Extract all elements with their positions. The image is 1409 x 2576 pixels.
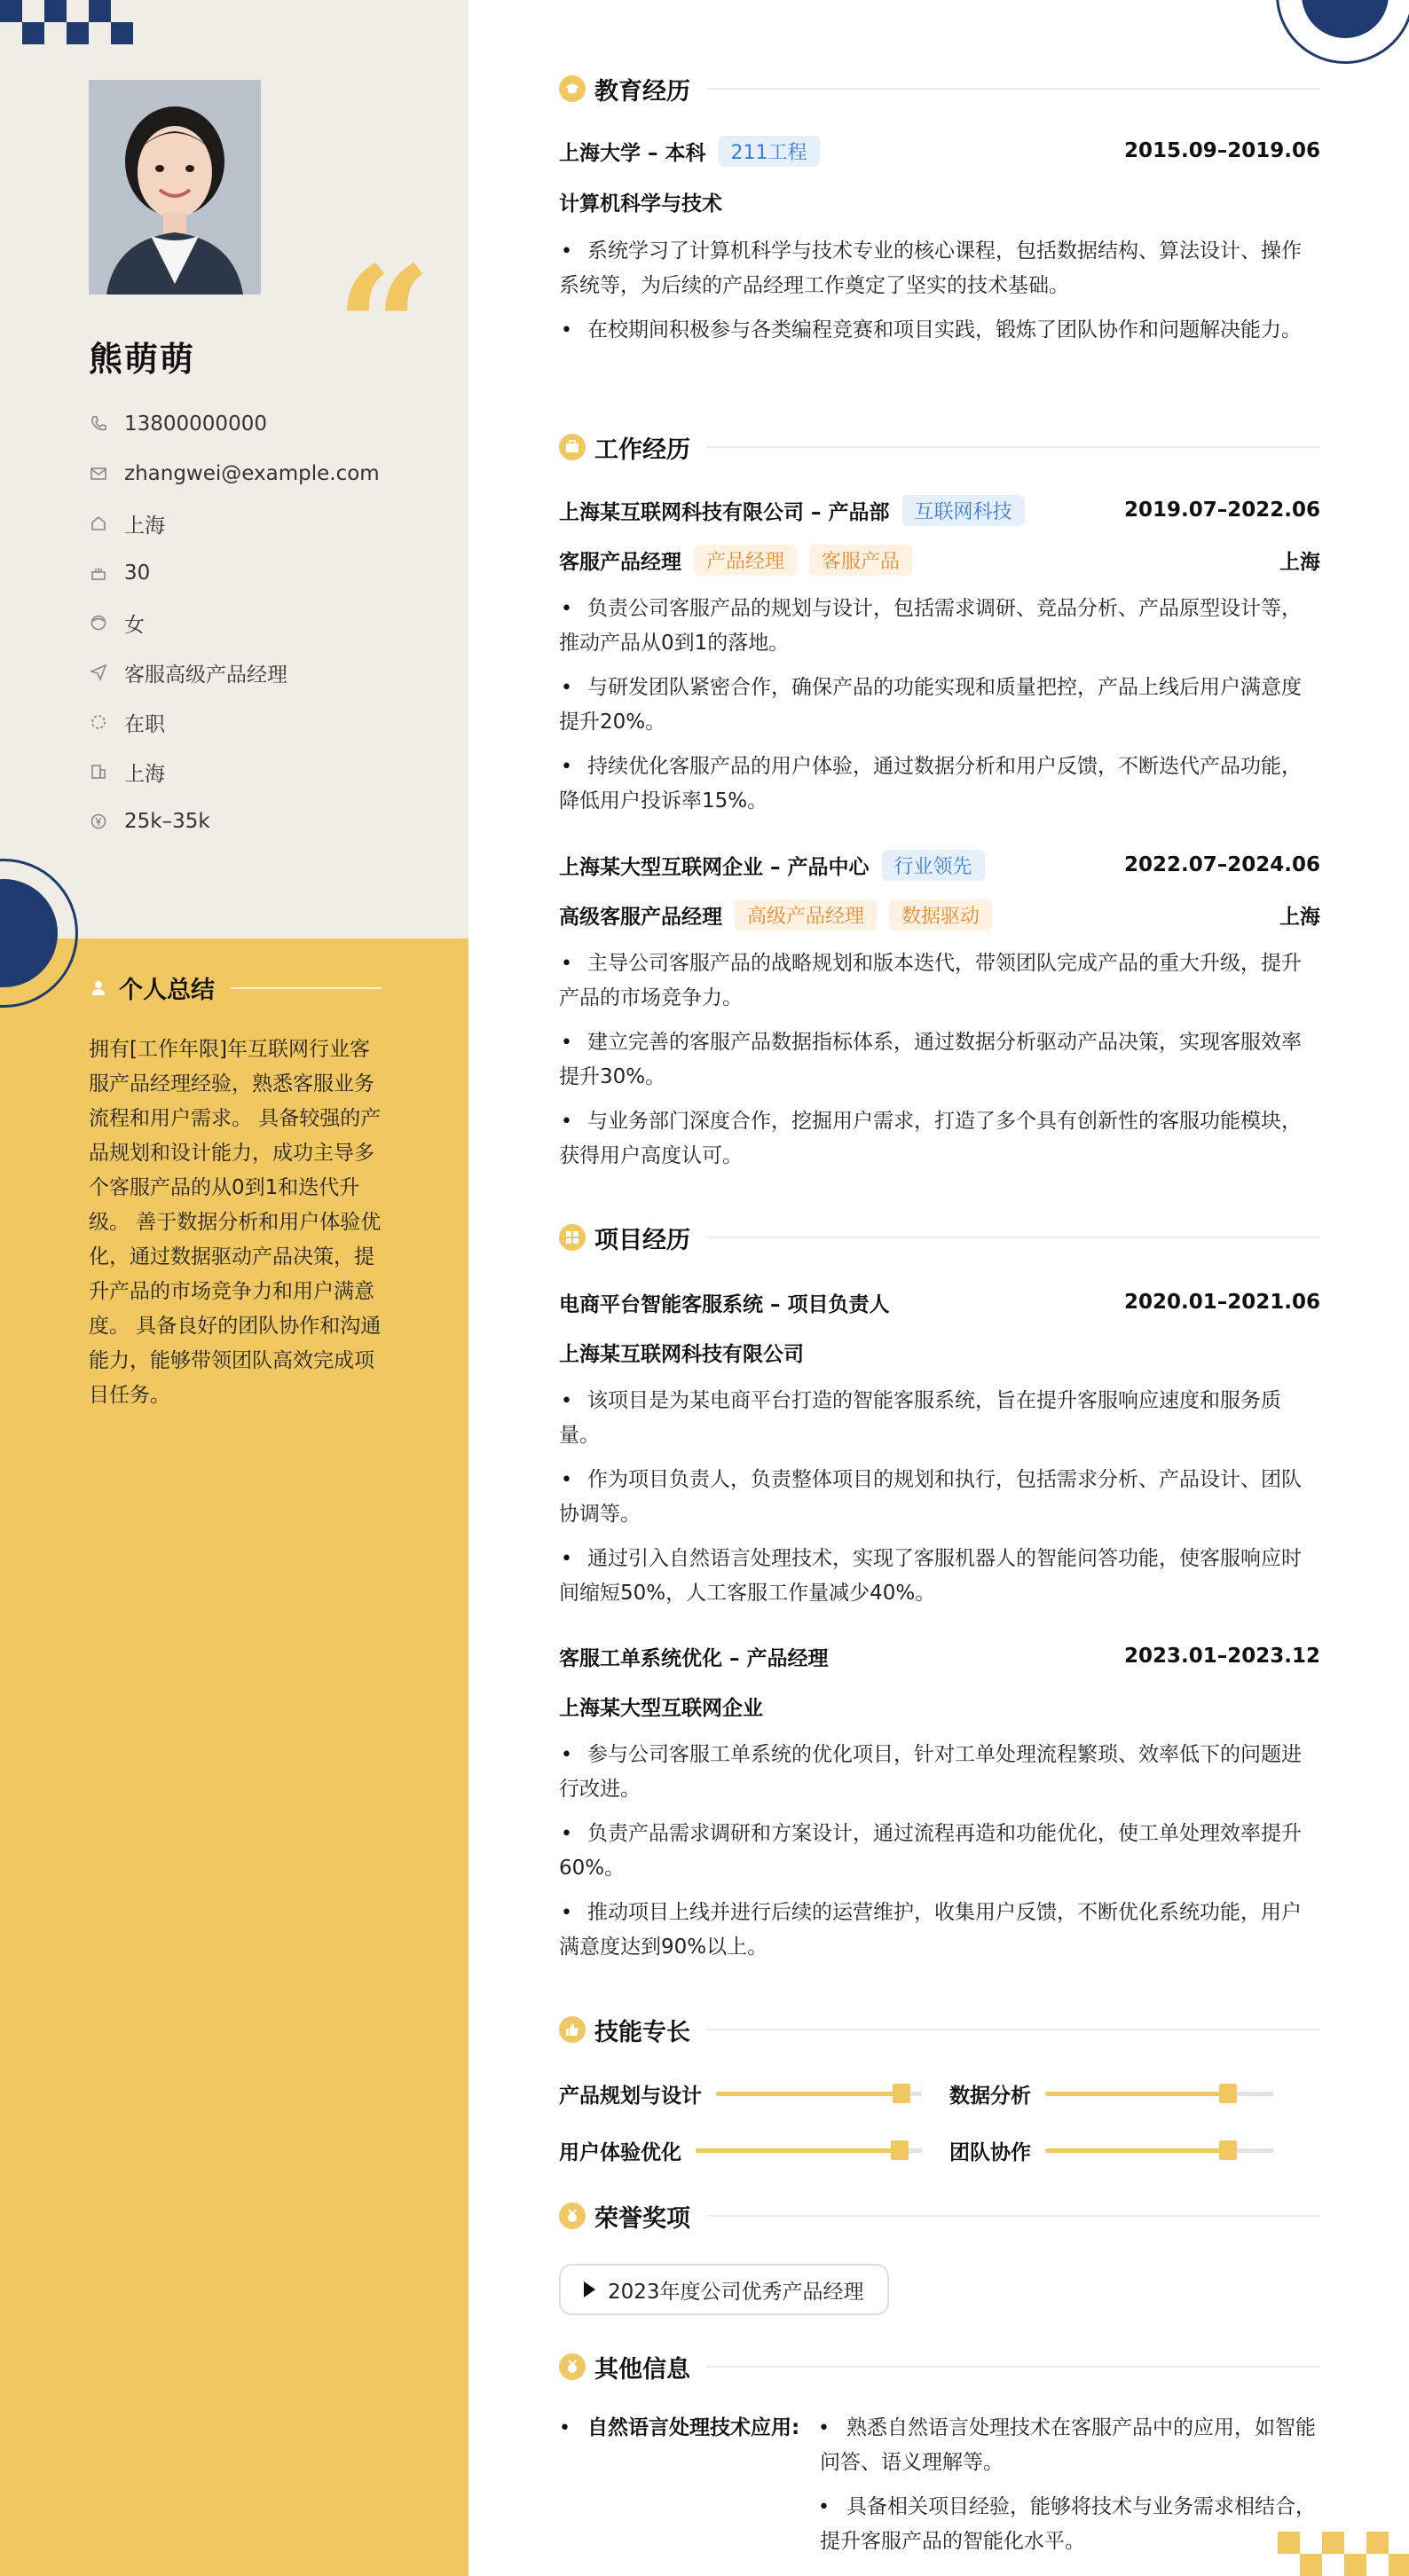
graduation-cap-icon <box>559 75 586 102</box>
salary-text: 25k–35k <box>124 810 210 833</box>
major-row <box>559 184 1320 219</box>
status-item <box>89 697 444 747</box>
building-icon <box>89 762 108 781</box>
role-tag: 产品经理 <box>694 545 797 576</box>
skill-item <box>559 2134 923 2166</box>
age-text: 30 <box>124 562 151 585</box>
project-org-row-2 <box>559 1688 1320 1724</box>
phone-icon <box>89 414 108 434</box>
work-city: 上海 <box>1279 550 1320 574</box>
project-bullets-2 <box>559 1738 1320 1975</box>
work-role-row-1 <box>559 542 1320 577</box>
position-item <box>89 648 444 697</box>
role-tag: 高级产品经理 <box>735 899 877 931</box>
list-item: • 持续优化客服产品的用户体验，通过数据分析和用户反馈，不断迭代产品功能，降低用户投诉率15%。 <box>559 750 1320 819</box>
list-item: • 熟悉自然语言处理技术在客服产品中的应用，如智能问答、语义理解等。 <box>820 2411 1317 2480</box>
major-name: 计算机科学与技术 <box>559 192 722 216</box>
yen-icon <box>89 812 108 831</box>
summary-divider <box>231 987 382 989</box>
candidate-name: 熊萌萌 <box>89 340 196 379</box>
list-item: • 作为项目负责人，负责整体项目的规划和执行，包括需求分析、产品设计、团队协调等。 <box>559 1463 1320 1532</box>
skill-name: 团队协作 <box>949 2140 1031 2164</box>
gender-item <box>89 598 444 648</box>
skill-item <box>949 2077 1274 2109</box>
role-name: 客服产品经理 <box>559 550 681 574</box>
skill-name: 产品规划与设计 <box>559 2084 702 2108</box>
company-tag: 行业领先 <box>882 850 985 881</box>
list-item: • 具备相关项目经验，能够将技术与业务需求相结合，提升客服产品的智能化水平。 <box>820 2490 1317 2559</box>
profile-photo <box>89 80 261 295</box>
project-row-1 <box>559 1284 1320 1320</box>
work-bullets-2 <box>559 946 1320 1183</box>
list-item: • 主导公司客服产品的战略规划和版本迭代，带领团队完成产品的重大升级，提升产品的市场竞争力。 <box>559 946 1320 1016</box>
medal-icon <box>559 2353 586 2380</box>
work-date: 2019.07–2022.06 <box>1123 499 1320 522</box>
project-name: 电商平台智能客服系统 – 项目负责人 <box>559 1292 890 1316</box>
other-divider <box>706 2366 1320 2368</box>
checker-decoration <box>0 0 133 44</box>
skill-bar <box>1045 2148 1274 2153</box>
salary-item <box>89 797 444 846</box>
list-item: • 与业务部门深度合作，挖掘用户需求，打造了多个具有创新性的客服功能模块，获得用户高度认可。 <box>559 1104 1320 1174</box>
skill-name: 数据分析 <box>949 2084 1031 2108</box>
work-company-row-1 <box>559 492 1320 528</box>
work-city: 上海 <box>1279 905 1320 929</box>
projects-title: 项目经历 <box>594 1226 690 1254</box>
grid-icon <box>559 1224 586 1251</box>
home-icon <box>89 514 108 533</box>
school-name: 上海大学 – 本科 <box>559 141 706 165</box>
list-item: • 在校期间积极参与各类编程竞赛和项目实践，锻炼了团队协作和问题解决能力。 <box>559 313 1320 348</box>
other-header <box>559 2349 1320 2384</box>
role-tag: 数据驱动 <box>889 899 992 931</box>
location-item <box>89 499 444 548</box>
skill-item <box>949 2134 1274 2166</box>
loading-icon <box>89 712 108 732</box>
project-org: 上海某大型互联网企业 <box>559 1696 763 1720</box>
user-icon <box>89 978 108 998</box>
contact-info-list <box>89 399 444 846</box>
project-org: 上海某互联网科技有限公司 <box>559 1342 804 1366</box>
work-divider <box>706 446 1320 448</box>
project-org-row-1 <box>559 1334 1320 1370</box>
project-date: 2023.01–2023.12 <box>1123 1645 1320 1668</box>
list-item: • 该项目是为某电商平台打造的智能客服系统，旨在提升客服响应速度和服务质量。 <box>559 1384 1320 1453</box>
award-item <box>559 2264 889 2315</box>
briefcase-icon <box>559 434 586 460</box>
other-title: 其他信息 <box>594 2355 690 2384</box>
avatar-illustration <box>89 80 261 295</box>
city-item <box>89 747 444 797</box>
list-item: • 参与公司客服工单系统的优化项目，针对工单处理流程繁琐、效率低下的问题进行改进。 <box>559 1738 1320 1807</box>
work-bullets-1 <box>559 592 1320 829</box>
list-item: • 建立完善的客服产品数据指标体系，通过数据分析驱动产品决策，实现客服效率提升30%。 <box>559 1025 1320 1095</box>
awards-divider <box>706 2215 1320 2217</box>
skills-title: 技能专长 <box>594 2018 690 2046</box>
other-bullets <box>820 2411 1317 2569</box>
project-name: 客服工单系统优化 – 产品经理 <box>559 1646 829 1670</box>
awards-title: 荣誉奖项 <box>594 2204 690 2233</box>
age-item <box>89 548 444 598</box>
summary-text: 拥有[工作年限]年互联网行业客服产品经理经验，熟悉客服业务流程和用户需求。 具备较强的产品规划和设计能力，成功主导多个客服产品的从0到1和迭代升级。 善于数据分析和用户体验优化，通过数据驱动产品决策，提升产品的市场竞争力和用户满意度。 具备良好的团队协作和沟通能力，能够带领团队高效完成项目任务。 <box>89 1038 382 1407</box>
location-text: 上海 <box>124 514 165 538</box>
education-divider <box>706 88 1320 90</box>
position-text: 客服高级产品经理 <box>124 663 287 687</box>
skills-divider <box>706 2029 1320 2030</box>
skill-bar <box>696 2148 923 2153</box>
play-icon <box>584 2281 595 2297</box>
other-label: 自然语言处理技术应用: <box>587 2416 800 2439</box>
education-bullets <box>559 234 1320 357</box>
education-date: 2015.09–2019.06 <box>1123 139 1320 162</box>
list-item: • 负责公司客服产品的规划与设计，包括需求调研、竞品分析、产品原型设计等，推动产品从0到1的落地。 <box>559 592 1320 661</box>
skill-item <box>559 2077 922 2109</box>
company-name: 上海某大型互联网企业 – 产品中心 <box>559 855 870 879</box>
mail-icon <box>89 464 108 483</box>
face-icon <box>89 613 108 632</box>
projects-header <box>559 1220 1320 1255</box>
award-text: 2023年度公司优秀产品经理 <box>608 2280 864 2304</box>
awards-header <box>559 2198 1320 2234</box>
role-tag: 客服产品 <box>809 545 912 576</box>
skill-bar <box>1045 2092 1274 2096</box>
quote-icon: “ <box>335 230 433 428</box>
list-item: • 推动项目上线并进行后续的运营维护，收集用户反馈，不断优化系统功能，用户满意度达到90%以上。 <box>559 1896 1320 1965</box>
city-text: 上海 <box>124 762 165 786</box>
status-text: 在职 <box>124 712 165 736</box>
work-date: 2022.07–2024.06 <box>1123 853 1320 876</box>
bullet-dot: • <box>559 2417 571 2439</box>
work-role-row-2 <box>559 897 1320 932</box>
education-header <box>559 71 1320 106</box>
list-item: • 负责产品需求调研和方案设计，通过流程再造和功能优化，使工单处理效率提升60%。 <box>559 1817 1320 1886</box>
phone-item <box>89 399 444 449</box>
work-title: 工作经历 <box>594 436 690 464</box>
project-date: 2020.01–2021.06 <box>1123 1291 1320 1314</box>
school-tag: 211工程 <box>719 136 820 167</box>
work-header <box>559 429 1320 465</box>
email-item <box>89 449 444 499</box>
company-tag: 互联网科技 <box>902 495 1025 526</box>
phone-text: 13800000000 <box>124 412 267 436</box>
list-item: • 与研发团队紧密合作，确保产品的功能实现和质量把控，产品上线后用户满意度提升20%。 <box>559 671 1320 740</box>
send-icon <box>89 663 108 682</box>
gender-text: 女 <box>124 613 145 637</box>
summary-header <box>89 970 382 1005</box>
thumbs-up-icon <box>559 2016 586 2043</box>
projects-divider <box>706 1237 1320 1238</box>
email-text: zhangwei@example.com <box>124 462 380 485</box>
project-row-2 <box>559 1638 1320 1674</box>
summary-title: 个人总结 <box>119 977 215 1004</box>
education-title: 教育经历 <box>594 77 690 106</box>
list-item: • 系统学习了计算机科学与技术专业的核心课程，包括数据结构、算法设计、操作系统等，为后续的产品经理工作奠定了坚实的技术基础。 <box>559 234 1320 303</box>
list-item: • 通过引入自然语言处理技术，实现了客服机器人的智能问答功能，使客服响应时间缩短50%，人工客服工作量减少40%。 <box>559 1542 1320 1611</box>
education-row <box>559 133 1320 169</box>
cake-icon <box>89 563 108 583</box>
company-name: 上海某互联网科技有限公司 – 产品部 <box>559 500 890 524</box>
work-company-row-2 <box>559 847 1320 883</box>
skills-header <box>559 2012 1320 2047</box>
project-bullets-1 <box>559 1384 1320 1621</box>
circle-decoration-right <box>1276 0 1409 64</box>
skill-bar <box>716 2092 922 2096</box>
role-name: 高级客服产品经理 <box>559 905 722 929</box>
skill-name: 用户体验优化 <box>559 2140 681 2164</box>
medal-icon <box>559 2203 586 2229</box>
